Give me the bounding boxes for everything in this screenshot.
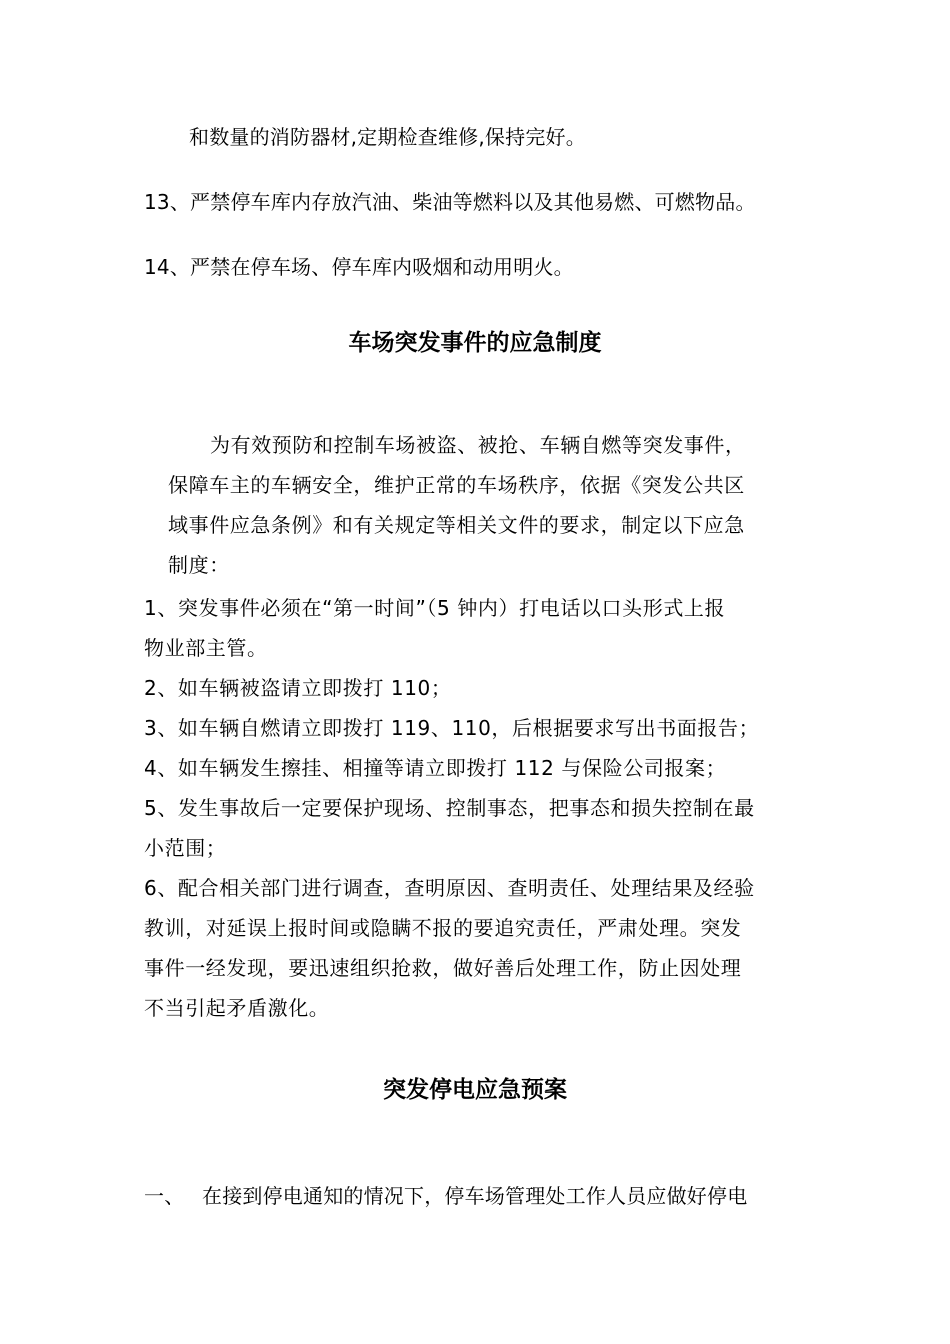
list-item: 4、如车辆发生擦挂、相撞等请立即拨打 112 与保险公司报案； (144, 756, 727, 780)
list-item: 物业部主管。 (144, 636, 268, 660)
intro-line: 域事件应急条例》和有关规定等相关文件的要求，制定以下应急 (168, 513, 745, 537)
rule-item-14: 14、严禁在停车场、停车库内吸烟和动用明火。 (144, 255, 574, 279)
list-item: 5、发生事故后一定要保护现场、控制事态，把事态和损失控制在最 (144, 796, 755, 820)
intro-line: 保障车主的车辆安全，维护正常的车场秩序，依据《突发公共区 (168, 473, 745, 497)
list-item: 3、如车辆自燃请立即拨打 119、110，后根据要求写出书面报告； (144, 716, 760, 740)
continuation-line: 和数量的消防器材,定期检查维修,保持完好。 (189, 125, 586, 149)
outage-item-text: 在接到停电通知的情况下，停车场管理处工作人员应做好停电 (202, 1184, 748, 1208)
list-item: 事件一经发现，要迅速组织抢救，做好善后处理工作，防止因处理 (144, 956, 742, 980)
section-title-emergency-system: 车场突发事件的应急制度 (348, 330, 602, 356)
intro-line: 为有效预防和控制车场被盗、被抢、车辆自燃等突发事件， (210, 433, 746, 457)
list-item: 6、配合相关部门进行调查，查明原因、查明责任、处理结果及经验 (144, 876, 755, 900)
emergency-steps-list (144, 588, 759, 1028)
list-item: 不当引起矛盾激化。 (144, 996, 330, 1020)
intro-paragraph (168, 425, 746, 585)
list-item: 小范围； (144, 836, 227, 860)
list-item: 1、突发事件必须在“第一时间”（5 钟内）打电话以口头形式上报 (144, 596, 726, 620)
rule-item-13: 13、严禁停车库内存放汽油、柴油等燃料以及其他易燃、可燃物品。 (144, 190, 756, 214)
outage-item-marker: 一、 (144, 1184, 185, 1208)
list-item: 2、如车辆被盗请立即拨打 110； (144, 676, 452, 700)
list-item: 教训，对延误上报时间或隐瞒不报的要追究责任，严肃处理。突发 (144, 916, 742, 940)
section-title-power-outage: 突发停电应急预案 (383, 1077, 567, 1103)
intro-line: 制度： (168, 553, 230, 577)
